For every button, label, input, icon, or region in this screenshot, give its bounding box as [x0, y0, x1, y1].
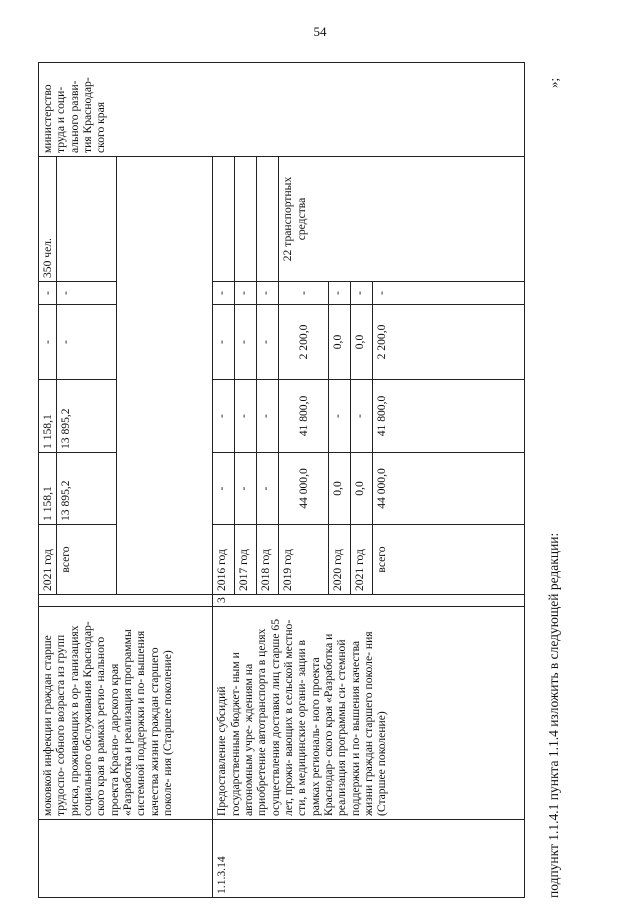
value-cell: 0,0: [351, 453, 373, 525]
value-cell: -: [257, 305, 279, 380]
value-cell: -: [351, 380, 373, 453]
amendment-note: подпункт 1.1.4.1 пункта 1.1.4 изложить в следующей редакции:: [546, 532, 561, 898]
value-cell: -: [235, 453, 257, 525]
value-cell: -: [213, 453, 235, 525]
program-table: [38, 62, 525, 898]
value-cell: 44 000,0: [279, 453, 329, 525]
value-cell: 1 158,1: [39, 453, 57, 525]
value-cell: -: [351, 282, 373, 305]
source-cell: 3: [213, 595, 525, 607]
spacer-cell: [117, 157, 213, 595]
year-cell: 2018 год: [257, 525, 279, 595]
measure-name-cell: [39, 607, 213, 820]
value-cell: 41 800,0: [373, 380, 525, 453]
year-cell: 2017 год: [235, 525, 257, 595]
value-cell: -: [213, 380, 235, 453]
value-cell: -: [235, 282, 257, 305]
year-cell: всего: [57, 525, 117, 595]
value-cell: 44 000,0: [373, 453, 525, 525]
value-cell: -: [279, 282, 329, 305]
value-cell: 0,0: [329, 453, 351, 525]
value-cell: -: [329, 380, 351, 453]
indicator-cell: [57, 157, 117, 282]
year-cell: 2021 год: [351, 525, 373, 595]
value-cell: 1 158,1: [39, 380, 57, 453]
indicator-cell: 22 транспортных средства: [279, 157, 525, 282]
value-cell: 2 200,0: [373, 305, 525, 380]
rotated-page: [38, 58, 578, 898]
value-cell: -: [39, 305, 57, 380]
year-cell: 2020 год: [329, 525, 351, 595]
indicator-cell: [257, 157, 279, 282]
indicator-cell: 350 чел.: [39, 157, 57, 282]
year-cell: 2021 год: [39, 525, 57, 595]
row-number-cell: [39, 820, 213, 898]
executor-cell: [39, 63, 525, 157]
value-cell: 2 200,0: [279, 305, 329, 380]
source-cell: [39, 595, 213, 607]
value-cell: -: [373, 282, 525, 305]
value-cell: 13 895,2: [57, 380, 117, 453]
value-cell: -: [257, 453, 279, 525]
value-cell: -: [213, 305, 235, 380]
table-row: [39, 63, 57, 898]
measure-name-cell: [213, 607, 525, 820]
measure-name: Предоставление субсидий государственным бюджет- ным и автономным учре- ждениям на приобретение автотранспорта в целях осуществления доставки лиц старше 65 лет, прожи- вающих в сельской местно- сти, в медицинские органи- зации в рамках региональ- ного проекта Краснодар- ского края «Разработка и реализация программы си- стемной поддержки и по- вышения качества жизни граждан старшего поколе- ния (Старшее поколение): [215, 619, 389, 816]
executor: министерство труда и соци- ального разви- тия Краснодар- ского края: [41, 77, 108, 153]
year-cell: 2016 год: [213, 525, 235, 595]
value-cell: -: [57, 282, 117, 305]
indicator-cell: [235, 157, 257, 282]
value-cell: -: [235, 305, 257, 380]
page-number: 54: [313, 24, 327, 39]
closing-quote: »;: [546, 77, 561, 88]
year-cell: всего: [373, 525, 525, 595]
table-row: [213, 63, 235, 898]
row-number-cell: 1.1.3.14: [213, 820, 525, 898]
indicator-cell: [213, 157, 235, 282]
value-cell: -: [329, 282, 351, 305]
value-cell: -: [57, 305, 117, 380]
year-cell: 2019 год: [279, 525, 329, 595]
value-cell: -: [39, 282, 57, 305]
value-cell: 41 800,0: [279, 380, 329, 453]
value-cell: -: [213, 282, 235, 305]
value-cell: 0,0: [351, 305, 373, 380]
value-cell: -: [235, 380, 257, 453]
value-cell: -: [257, 380, 279, 453]
value-cell: 13 895,2: [57, 453, 117, 525]
value-cell: -: [257, 282, 279, 305]
measure-name: моковкой инфекции граждан старше трудоспо- собного возраста из групп риска, проживающих в ор- ганизациях социального обслуживания Краснодар- ского края в рамках регио- нального проекта Красно- дарского края «Разработка и реализация программы системной поддержки и по- вышения качества жизни граждан старшего поколе- ния (Старшее поколение): [41, 621, 174, 816]
value-cell: 0,0: [329, 305, 351, 380]
